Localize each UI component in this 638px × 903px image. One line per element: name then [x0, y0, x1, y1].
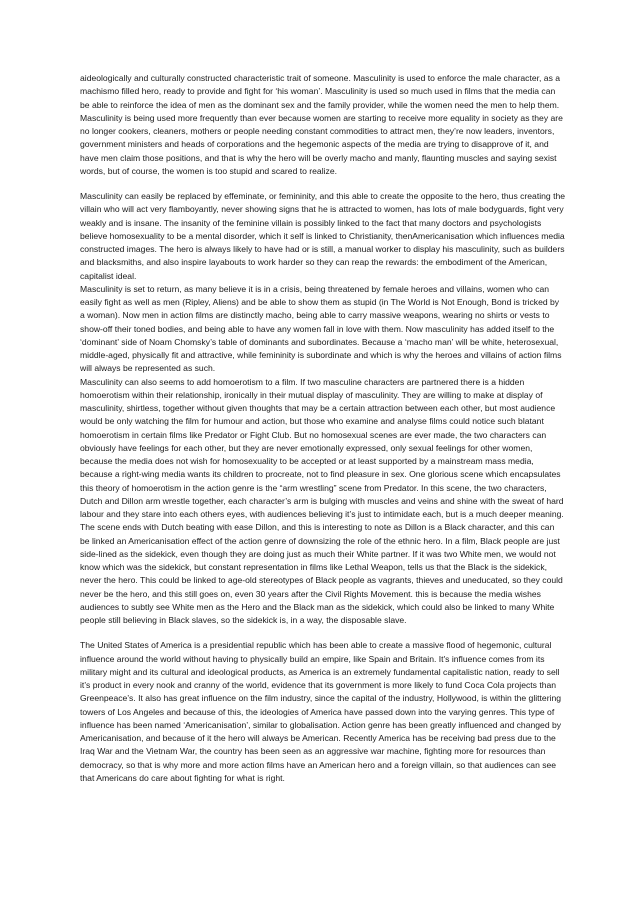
paragraph-masculinity-return: Masculinity is set to return, as many believe it is in a crisis, being threatened by female heroes and villains, women who can easily fight as well as men (Ripley, Aliens) and be able to show them as stupid (in The World is Not Enough, Bond is tricked by a woman). Now men in action films are distinctly macho, being able to carry massive weapons, wearing no shirts or vests to show-off their toned bodies, and being able to have any women fall in love with them. Now masculinity has added itself to the ‘dominant’ side of Noam Chomsky’s table of dominants and subordinates. Because a ‘macho man’ will be white, heterosexual, middle-aged, physically fit and attractive, while femininity is subordinate and which is why the heroes and villains of action films will always be represented as such. [80, 283, 562, 374]
paragraph-effeminate-villain: Masculinity can easily be replaced by effeminate, or femininity, and this able to create the opposite to the hero, thus creating the villain who will act very flamboyantly, never showing signs that he is attracted to women, has lots of male bodyguards, fight very weakly and is insane. The insanity of the feminine villain is possibly linked to the fact that many doctors and psychologists believe homosexuality to be a mental disorder, which it self is linked to Christianity, thenAmericanisation which influences media constructed images. The hero is always likely to have had or is still, a manual worker to display his masculinity, such as builders and blacksmiths, and also inspire layabouts to work harder so they can reap the rewards: the embodiment of the American, capitalist ideal. [80, 191, 566, 281]
paragraph-homoerotism: Masculinity can also seems to add homoerotism to a film. If two masculine characters are partnered there is a hidden homoerotism within their relationship, ironically in their mutual display of masculinity. They are willing to make at display of masculinity, shirtless, together without given thoughts that may be a certain attraction between each other, but most audience would be only watching the film for humour and action, but those who examine and analyse films could notice such blatant homoerotism in certain films like Predator or Fight Club. But no homosexual scenes are ever made, the two characters can obviously have feelings for each other, but they are never emotionally expressed, only sexual feelings for other women, because the media does not wish for homosexuality to be accepted or at least supported by a mainstream mass media, because a right-wing media wants its children to procreate, not to find pleasure in sex. One glorious scene which encapsulates this theory of homoerotism in the action genre is the “arm wrestling” scene from Predator. In this scene, the two characters, Dutch and Dillon arm wrestle together, each character’s arm is bulging with muscles and veins and shine with the sweat of hard labour and they stare into each others eyes, with audiences believing it’s just to intimidate each, but is a much deeper meaning. The scene ends with Dutch beating with ease Dillon, and this is interesting to note as Dillon is a Black character, and this can be linked an Americanisation effect of the action genre of downsizing the role of the ethnic hero. In a film, Black people are just side-lined as the sidekick, even though they are doing just as much their White partner. If it was two White men, we would not know which was the sidekick, but constant representation in films like Lethal Weapon, tells us that the Black is the sidekick, never the hero. This could be linked to age-old stereotypes of Black people as vagrants, thieves and uneducated, so they could never be the hero, and this still goes on, even 30 years after the Civil Rights Movement. this is because the media wishes audiences to subtly see White men as the Hero and the Black man as the sidekick, which could also be linked to many White people still believing in Black slaves, so the sidekick is, in a way, the disposable slave. [80, 376, 564, 625]
paragraph-spacer [80, 627, 566, 639]
paragraph-masculinity-intro: aideologically and culturally constructed characteristic trait of someone. Masculinity is used to enforce the male character, as a machismo filled hero, ready to provide and fight for ‘his woman’. Masculinity is used so much used in films that the media can be able to reinforce the idea of men as the dominant sex and the family provider, while the women need the men to help them. Masculinity is being used more frequently than ever because women are starting to receive more equality in society as they are no longer cookers, cleaners, mothers or people needing constant commodities to attract men, they’re now leaders, inventors, government ministers and heads of corporations and the hegemonic aspects of the media are trying to disapprove of it, and have men claim those positions, and that is why the hero will be overly macho and manly, flaunting muscles and saying sexist words, but of course, the women is too stupid and scared to realize. [80, 73, 563, 176]
paragraph-spacer [80, 178, 566, 190]
essay-body [80, 72, 566, 785]
paragraph-americanisation: The United States of America is a presidential republic which has been able to create a massive flood of hegemonic, cultural influence around the world without having to physically build an empire, like Spain and Britain. It's influence comes from its military might and its cultural and ideological products, as America is an extremely fundamental capitalistic nation, ready to sell it’s product in every nook and cranny of the world, evidence that its government is more likely to fund Coca Cola projects than Greenpeace’s. It also has great influence on the film industry, since the capital of the industry, Hollywood, is within the glittering towers of Los Angeles and because of this, the ideologies of America have passed down into the varying genres. This type of influence has been named ‘Americanisation’, similar to globalisation. Action genre has been greatly influenced and changed by Americanisation, and because of it the hero will always be American. Recently America has be receiving bad press due to the Iraq War and the Vietnam War, the country has been seen as an aggressive war machine, fighting more for resources than democracy, so that is why more and more action films have an American hero and a foreign villain, so that audiences can see that Americans do care about fighting for what is right. [80, 640, 562, 783]
